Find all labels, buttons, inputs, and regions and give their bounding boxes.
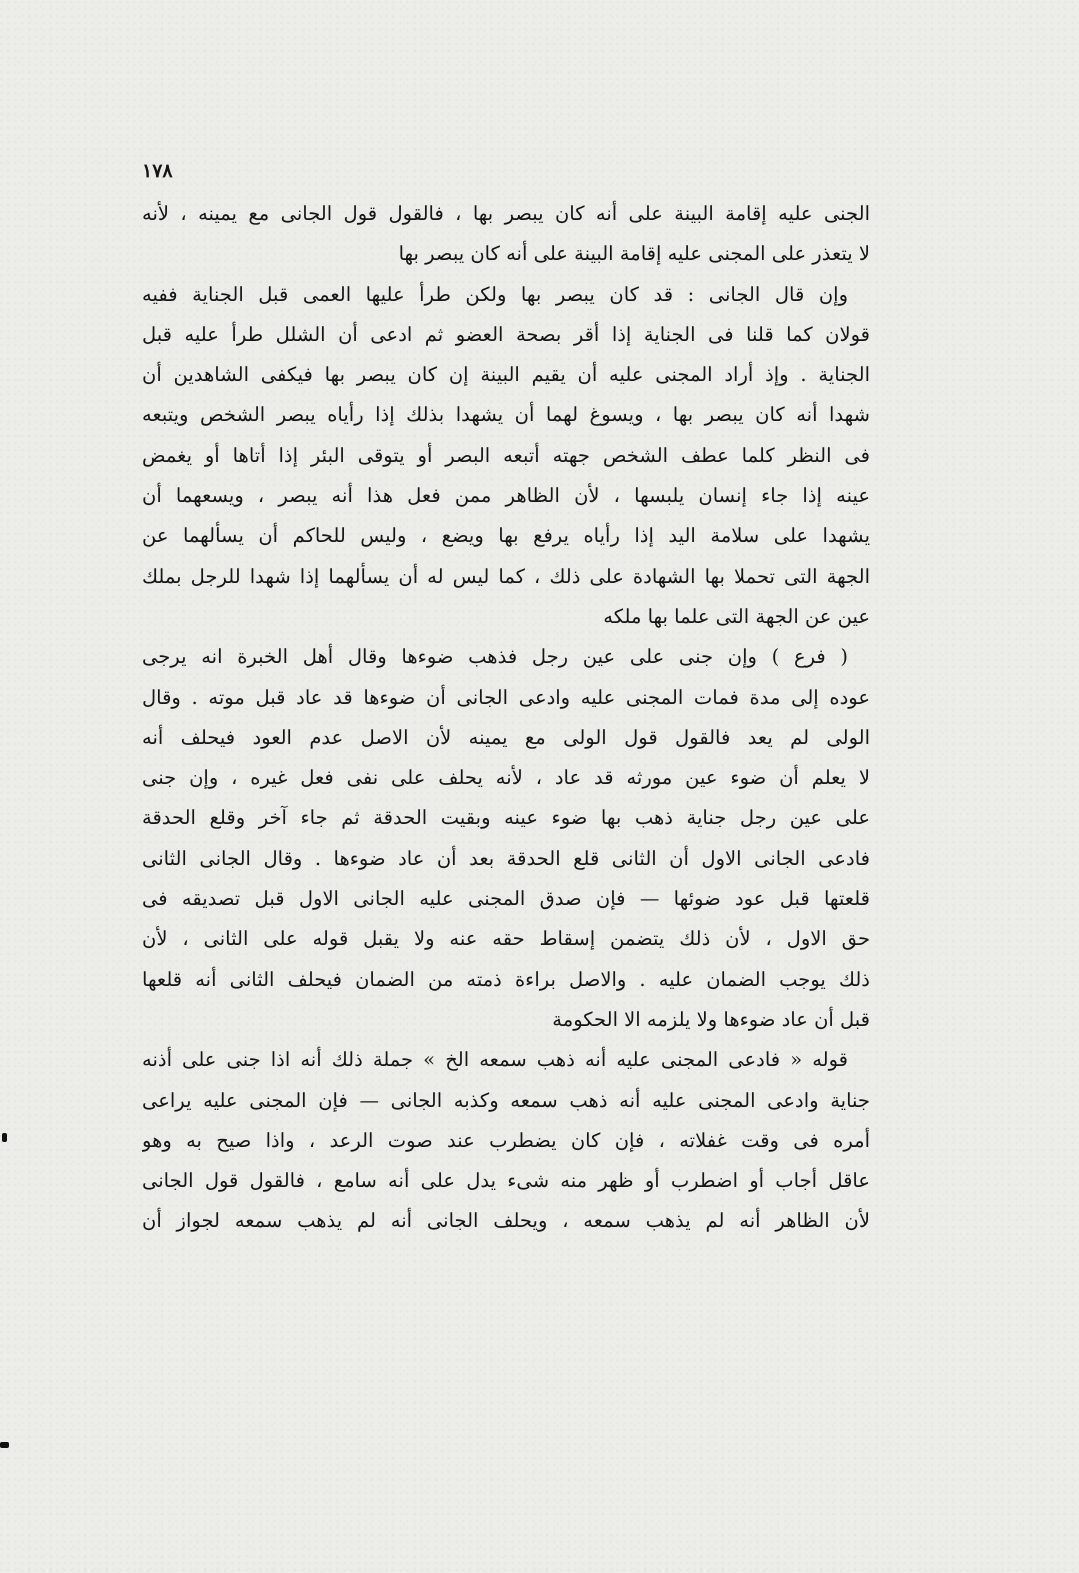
text-line: قولان كما قلنا فى الجناية إذا أقر بصحة العضو ثم ادعى أن الشلل طرأ عليه قبل xyxy=(142,322,870,346)
text-line: حق الاول ، لأن ذلك يتضمن إسقاط حقه عنه ولا يقبل قوله على الثانى ، لأن xyxy=(142,927,870,951)
text-line: الجناية . وإذ أراد المجنى عليه أن يقيم البينة إن كان يبصر بها فيكفى الشاهدين أن xyxy=(142,363,870,387)
text-line: يشهدا على سلامة اليد إذا رأياه يرفع بها ويضع ، وليس للحاكم أن يسألهما عن xyxy=(142,524,870,548)
text-line: ( فرع ) وإن جنى على عين رجل فذهب ضوءها وقال أهل الخبرة انه يرجى xyxy=(142,645,848,669)
text-line: جناية وادعى المجنى عليه أنه ذهب سمعه وكذبه الجانى — فإن المجنى عليه يراعى xyxy=(142,1088,870,1112)
text-line: الجنى عليه إقامة البينة على أنه كان يبصر بها ، فالقول قول الجانى مع يمينه ، لأنه xyxy=(142,202,870,225)
text-line: عين عن الجهة التى علما بها ملكه xyxy=(603,604,870,628)
text-line: لا يعلم أن ضوء عين مورثه قد عاد ، لأنه يحلف على نفى فعل غيره ، وإن جنى xyxy=(142,766,870,790)
text-line: أمره فى وقت غفلاته ، فإن كان يضطرب عند صوت الرعد ، واذا صيح به وهو xyxy=(142,1128,870,1152)
page-text-body xyxy=(142,194,870,1242)
scan-margin-mark xyxy=(0,1442,9,1448)
scan-margin-mark xyxy=(2,1133,7,1142)
text-line: فادعى الجانى الاول أن الثانى قلع الحدقة بعد أن عاد ضوءها . وقال الجانى الثانى xyxy=(142,846,870,870)
text-line: وإن قال الجانى : قد كان يبصر بها ولكن طرأ عليها العمى قبل الجناية ففيه xyxy=(142,282,848,306)
text-line: قلعتها قبل عود ضوئها — فإن صدق المجنى عليه الجانى الاول قبل تصديقه فى xyxy=(142,887,870,911)
text-line: الجهة التى تحملا بها الشهادة على ذلك ، كما ليس له أن يسألهما إذا شهدا للرجل بملك xyxy=(142,564,870,588)
text-line: شهدا أنه كان يبصر بها ، ويسوغ لهما أن يشهدا بذلك إذا رأياه يبصر الشخص ويتبعه xyxy=(142,403,870,427)
text-line: ذلك يوجب الضمان عليه . والاصل براءة ذمته من الضمان فيحلف الثانى أنه قلعها xyxy=(142,967,870,991)
page-number: ١٧٨ xyxy=(142,160,173,182)
text-line: قوله « فادعى المجنى عليه أنه ذهب سمعه الخ » جملة ذلك أنه اذا جنى على أذنه xyxy=(142,1048,848,1072)
text-line: عينه إذا جاء إنسان يلبسها ، لأن الظاهر ممن فعل هذا أنه يبصر ، ويسعهما أن xyxy=(142,484,870,508)
text-line: على عين رجل جناية ذهب بها ضوء عينه وبقيت الحدقة ثم جاء آخر وقلع الحدقة xyxy=(142,806,870,830)
text-line: عاقل أجاب أو اضطرب أو ظهر منه شىء يدل على أنه سامع ، فالقول قول الجانى xyxy=(142,1169,870,1193)
text-line: عوده إلى مدة فمات المجنى عليه وادعى الجانى أن ضوءها قد عاد قبل موته . وقال xyxy=(142,685,870,709)
text-line: لا يتعذر على المجنى عليه إقامة البينة على أنه كان يبصر بها xyxy=(398,242,870,266)
text-line: قبل أن عاد ضوءها ولا يلزمه الا الحكومة xyxy=(552,1007,870,1031)
text-line: لأن الظاهر أنه لم يذهب سمعه ، ويحلف الجانى أنه لم يذهب سمعه لجواز أن xyxy=(142,1209,870,1233)
text-line: الولى لم يعد فالقول قول الولى مع يمينه لأن الاصل عدم العود فيحلف أنه xyxy=(142,725,870,749)
text-line: فى النظر كلما عطف الشخص جهته أتبعه البصر أو يتوقى البئر إذا أتاها أو يغمض xyxy=(142,443,870,467)
